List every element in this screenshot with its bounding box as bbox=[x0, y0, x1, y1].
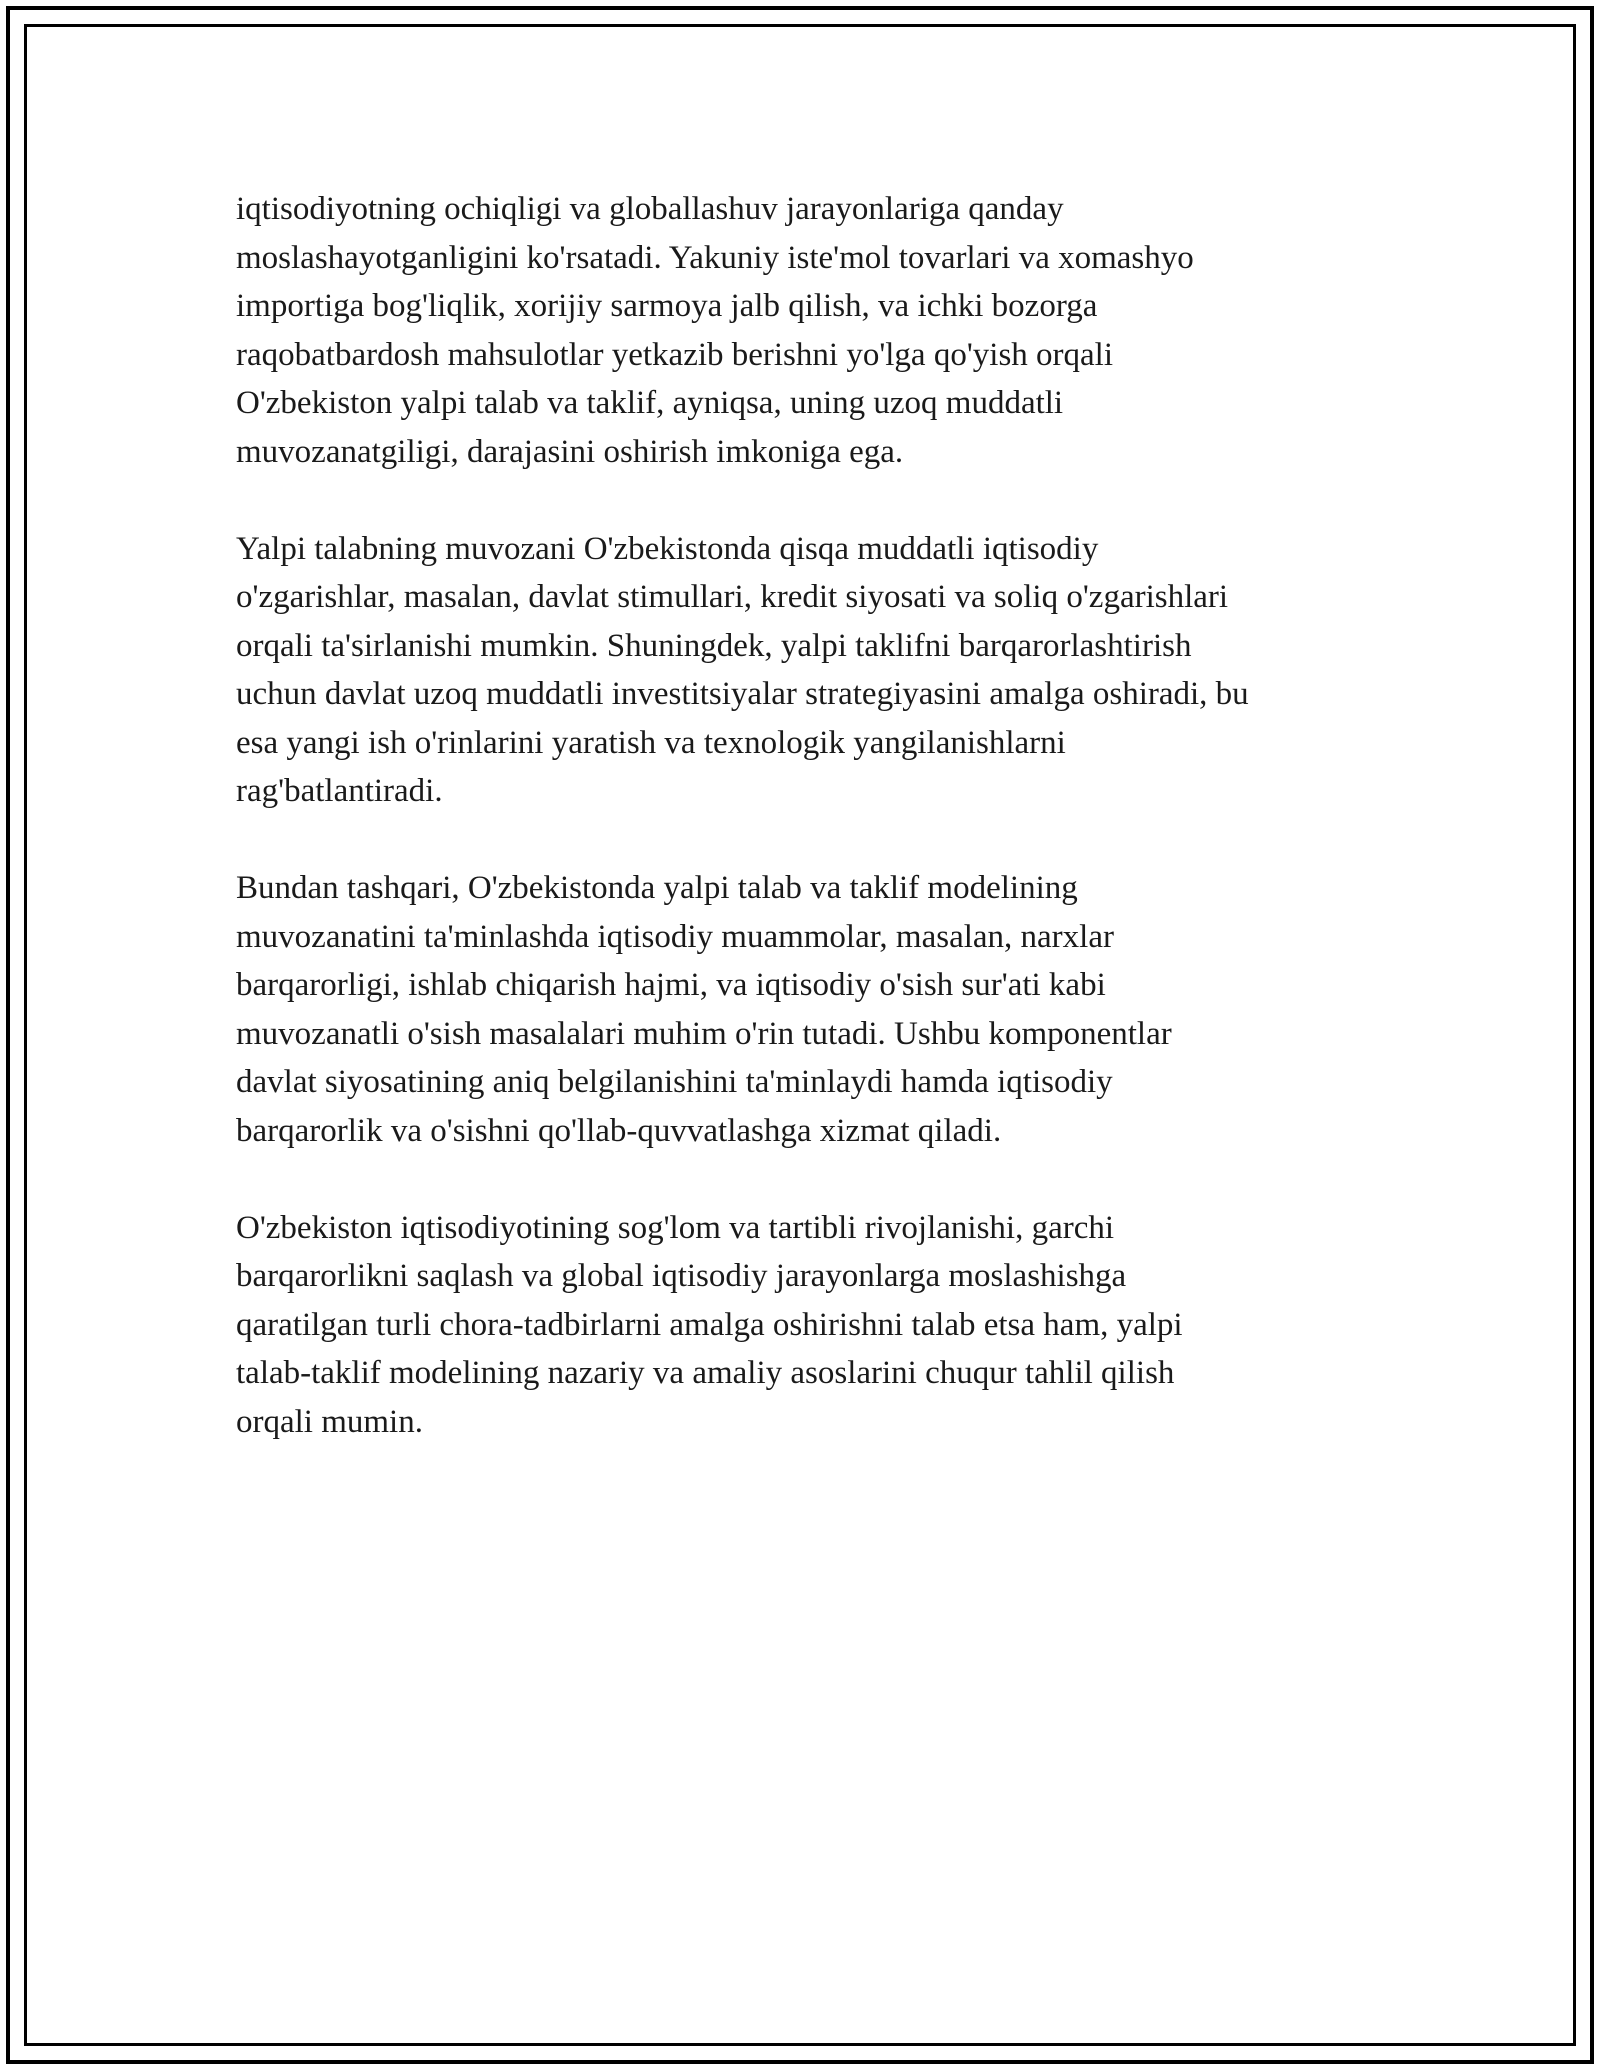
text-line: O'zbekiston yalpi talab va taklif, ayniqsa, uning uzoq muddatli bbox=[236, 385, 1064, 421]
text-line: barqarorlik va o'sishni qo'llab-quvvatlashga xizmat qiladi. bbox=[236, 1112, 1002, 1149]
text-line: barqarorligi, ishlab chiqarish hajmi, va iqtisodiy o'sish sur'ati kabi bbox=[236, 967, 1106, 1003]
paragraph-3 bbox=[236, 864, 1416, 1155]
text-line: barqarorlikni saqlash va global iqtisodiy jarayonlarga moslashishga bbox=[236, 1258, 1127, 1294]
paragraph-2 bbox=[236, 525, 1416, 816]
text-line: Yalpi talabning muvozani O'zbekistonda qisqa muddatli iqtisodiy bbox=[236, 530, 1099, 567]
text-line: esa yangi ish o'rinlarini yaratish va texnologik yangilanishlarni bbox=[236, 724, 1066, 761]
text-line: rag'batlantiradi. bbox=[236, 773, 443, 809]
text-line: talab-taklif modelining nazariy va amaliy asoslarini chuqur tahlil qilish bbox=[236, 1355, 1175, 1391]
text-line: orqali ta'sirlanishi mumkin. Shuningdek, yalpi taklifni barqarorlashtirish bbox=[236, 627, 1192, 664]
text-line: orqali mumin. bbox=[236, 1403, 423, 1440]
text-line: importiga bog'liqlik, xorijiy sarmoya jalb qilish, va ichki bozorga bbox=[236, 288, 1098, 324]
text-line: iqtisodiyotning ochiqligi va globallashuv jarayonlariga qanday bbox=[236, 191, 1064, 227]
paragraph-4 bbox=[236, 1204, 1416, 1447]
text-line: uchun davlat uzoq muddatli investitsiyalar strategiyasini amalga oshiradi, bu bbox=[236, 676, 1249, 712]
text-line: muvozanatini ta'minlashda iqtisodiy muammolar, masalan, narxlar bbox=[236, 918, 1114, 955]
text-line: O'zbekiston iqtisodiyotining sog'lom va tartibli rivojlanishi, garchi bbox=[236, 1209, 1115, 1246]
text-line: raqobatbardosh mahsulotlar yetkazib berishni yo'lga qo'yish orqali bbox=[236, 336, 1114, 373]
text-line: qaratilgan turli chora-tadbirlarni amalga oshirishni talab etsa ham, yalpi bbox=[236, 1306, 1183, 1343]
paragraph-1 bbox=[236, 185, 1416, 476]
text-line: davlat siyosatining aniq belgilanishini ta'minlaydi hamda iqtisodiy bbox=[236, 1064, 1113, 1100]
text-line: muvozanatgiligi, darajasini oshirish imkoniga ega. bbox=[236, 433, 904, 470]
document-body bbox=[236, 185, 1416, 1495]
text-line: moslashayotganligini ko'rsatadi. Yakuniy iste'mol tovarlari va xomashyo bbox=[236, 239, 1194, 276]
text-line: muvozanatli o'sish masalalari muhim o'rin tutadi. Ushbu komponentlar bbox=[236, 1015, 1172, 1052]
text-line: Bundan tashqari, O'zbekistonda yalpi talab va taklif modelining bbox=[236, 870, 1078, 906]
text-line: o'zgarishlar, masalan, davlat stimullari, kredit siyosati va soliq o'zgarishlari bbox=[236, 579, 1229, 615]
